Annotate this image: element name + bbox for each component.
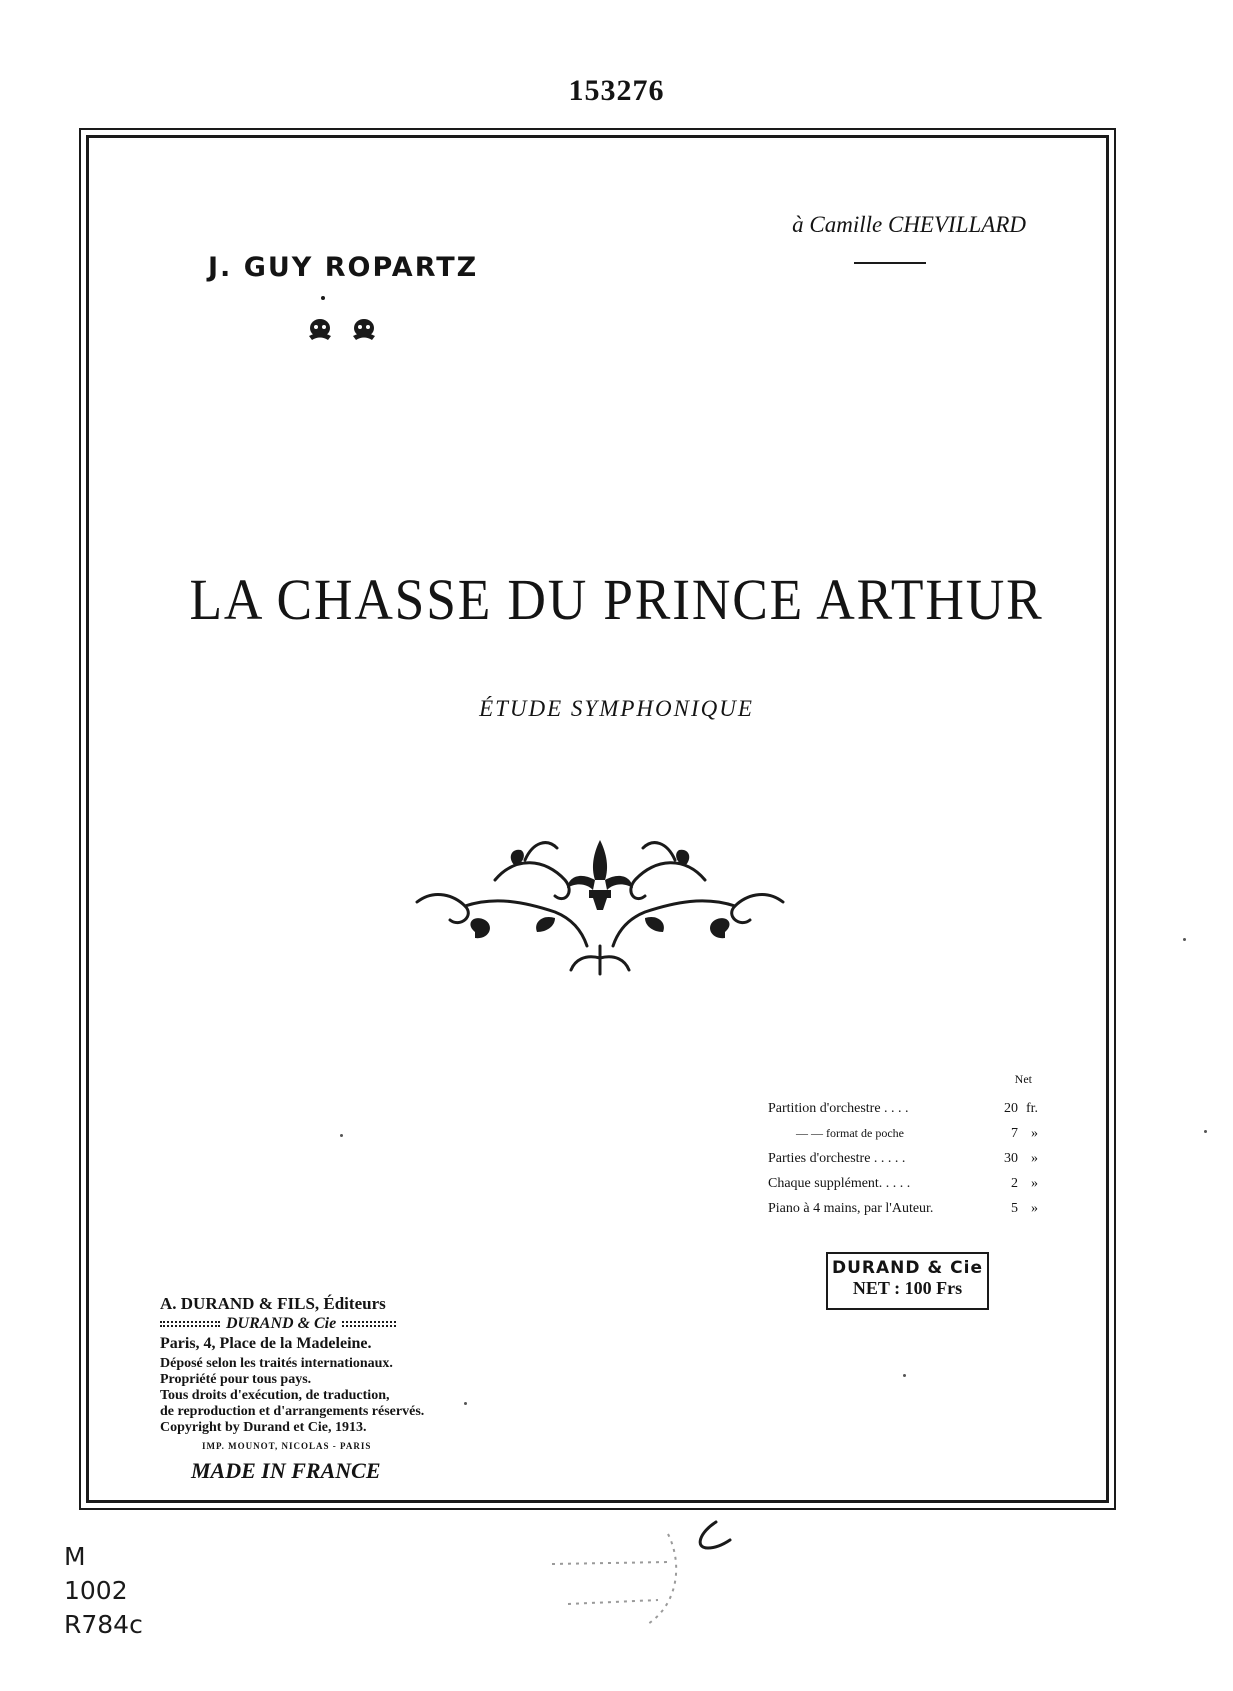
price-item-unit: fr. bbox=[1025, 1100, 1038, 1116]
speck bbox=[1204, 1130, 1207, 1133]
speck bbox=[464, 1402, 467, 1405]
catalog-number: 153276 bbox=[568, 74, 665, 107]
speck bbox=[1183, 938, 1186, 941]
ornament-rule-right bbox=[342, 1321, 396, 1327]
publisher-successor bbox=[160, 1316, 490, 1332]
made-in-france: MADE IN FRANCE bbox=[191, 1458, 381, 1483]
legal-line: Déposé selon les traités internationaux. bbox=[160, 1356, 393, 1371]
legal-line: Propriété pour tous pays. bbox=[160, 1372, 312, 1387]
call-number-line: R784c bbox=[64, 1610, 143, 1639]
publisher-successor-name: DURAND & Cie bbox=[226, 1315, 337, 1332]
page-title: LA CHASSE DU PRINCE ARTHUR bbox=[189, 567, 1044, 632]
publisher-name: A. DURAND & FILS, Éditeurs bbox=[160, 1294, 386, 1313]
composer-name: J. GUY ROPARTZ bbox=[208, 252, 479, 283]
price-item-amount: 7 bbox=[1011, 1125, 1018, 1141]
publisher-block bbox=[160, 1296, 490, 1454]
ornament-rule-left bbox=[160, 1321, 220, 1327]
fleur-de-lis-vignette-icon bbox=[415, 836, 785, 976]
price-item-amount: 30 bbox=[1004, 1150, 1018, 1166]
composer-dot bbox=[321, 296, 325, 300]
price-list-header: Net bbox=[1014, 1072, 1032, 1086]
subtitle: ÉTUDE SYMPHONIQUE bbox=[479, 696, 754, 721]
price-item-unit: » bbox=[1031, 1150, 1038, 1166]
copyright-line: Copyright by Durand et Cie, 1913. bbox=[160, 1420, 367, 1435]
handwritten-mark-icon bbox=[686, 1518, 736, 1558]
price-list-item bbox=[768, 1121, 1038, 1146]
price-item-label: Piano à 4 mains, par l'Auteur. bbox=[768, 1200, 934, 1216]
speck bbox=[340, 1134, 343, 1137]
price-list-item bbox=[768, 1096, 1038, 1121]
price-list bbox=[768, 1072, 1038, 1221]
printer-imprint: IMP. MOUNOT, NICOLAS - PARIS bbox=[202, 1441, 372, 1451]
dedication-rule bbox=[854, 262, 926, 264]
price-list-item bbox=[768, 1146, 1038, 1171]
call-number-line: 1002 bbox=[64, 1576, 128, 1605]
price-item-amount: 5 bbox=[1011, 1200, 1018, 1216]
speck bbox=[903, 1374, 906, 1377]
call-number-line: M bbox=[64, 1542, 86, 1571]
price-item-label: Parties d'orchestre . . . . . bbox=[768, 1150, 906, 1166]
price-list-item bbox=[768, 1171, 1038, 1196]
legal-line: Tous droits d'exécution, de traduction, bbox=[160, 1388, 390, 1403]
publisher-address: Paris, 4, Place de la Madeleine. bbox=[160, 1335, 372, 1352]
skull-ornament-icon bbox=[306, 318, 382, 344]
net-stamp-price: NET : 100 Frs bbox=[852, 1278, 963, 1298]
net-price-stamp bbox=[826, 1252, 989, 1310]
legal-line: de reproduction et d'arrangements réservés. bbox=[160, 1404, 425, 1419]
price-item-label: Chaque supplément. . . . . bbox=[768, 1175, 911, 1191]
faded-library-stamp-icon bbox=[548, 1524, 708, 1634]
price-list-item bbox=[768, 1196, 1038, 1221]
price-item-amount: 2 bbox=[1011, 1175, 1018, 1191]
net-stamp-publisher: DURAND & Cie bbox=[832, 1258, 983, 1278]
dedication: à Camille CHEVILLARD bbox=[792, 212, 1026, 237]
price-item-label: — — format de poche bbox=[796, 1126, 904, 1140]
price-item-unit: » bbox=[1031, 1125, 1038, 1141]
price-item-label: Partition d'orchestre . . . . bbox=[768, 1100, 909, 1116]
library-call-number bbox=[64, 1540, 143, 1642]
price-item-amount: 20 bbox=[1004, 1100, 1018, 1116]
price-item-unit: » bbox=[1031, 1175, 1038, 1191]
price-item-unit: » bbox=[1031, 1200, 1038, 1216]
